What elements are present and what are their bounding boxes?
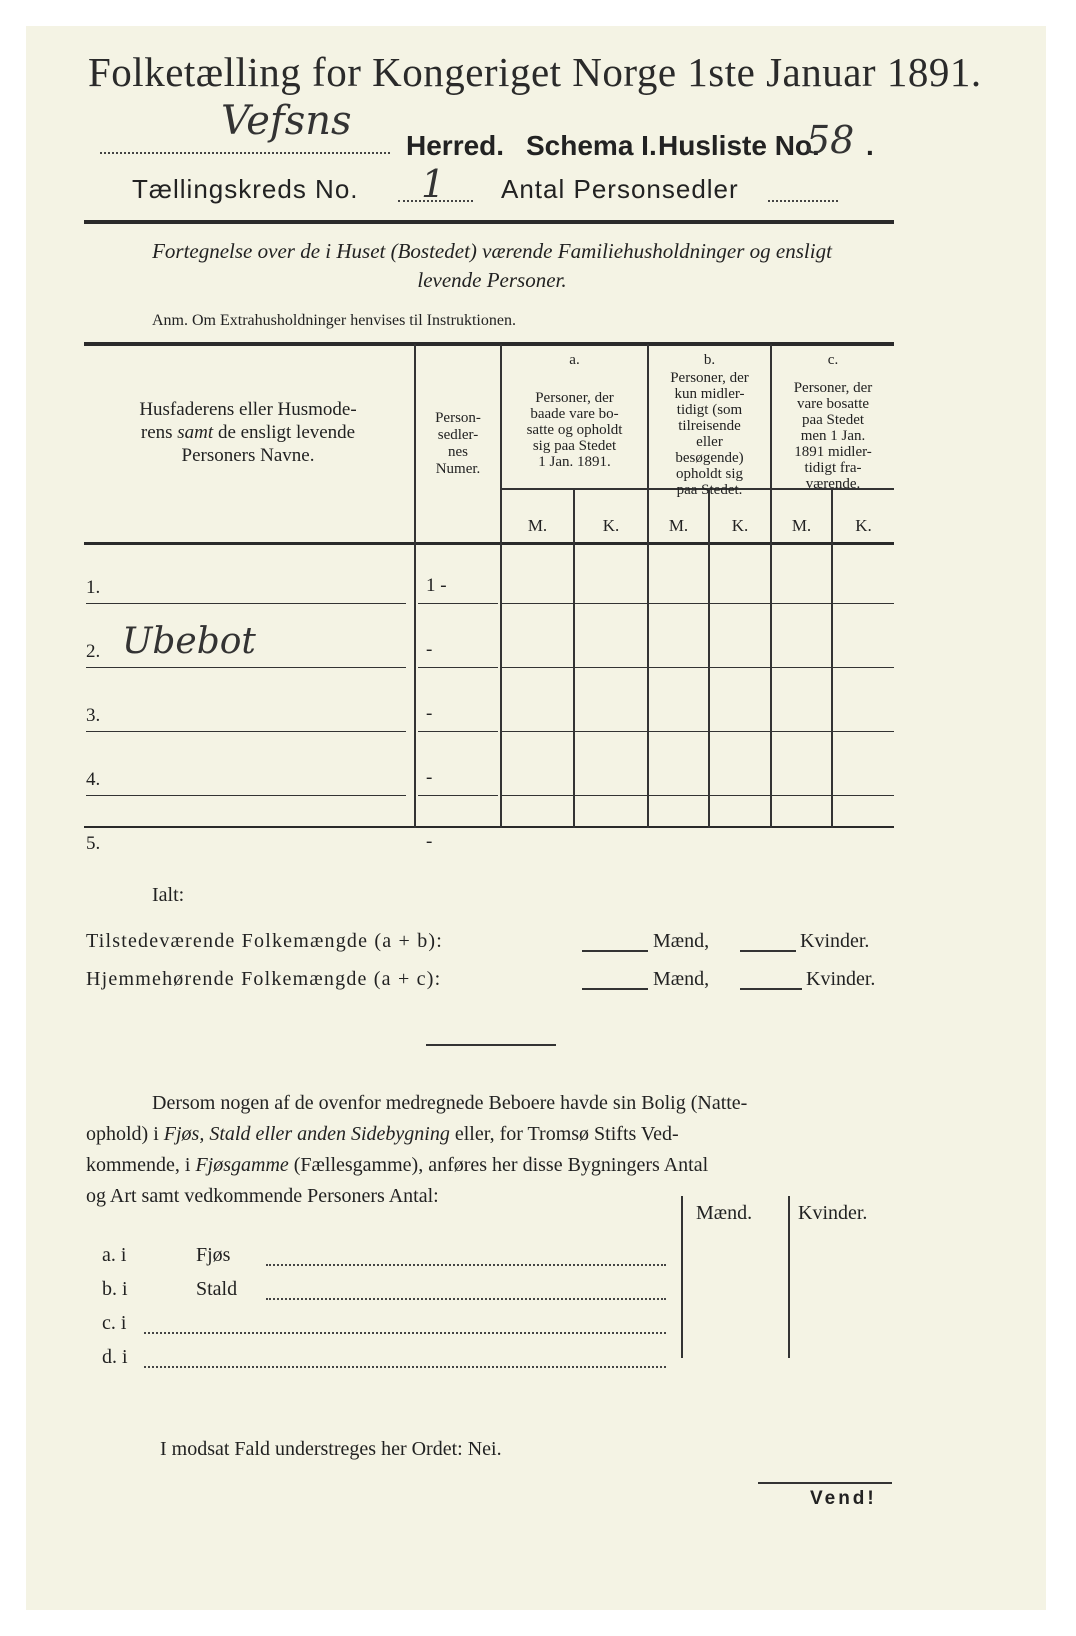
hjemme-kvinder-blank [740,988,802,990]
building-row-letter: d. i [102,1346,128,1368]
table-top-rule [84,342,894,346]
tilstede-maend-blank [582,950,648,952]
row-num-cell: - [426,831,433,852]
table-bottom-rule [84,826,894,828]
hjemme-maend-label: Mænd, [653,968,710,990]
row-rule [649,667,770,668]
col-a-header-line: baade vare bo- [530,406,619,422]
husliste-period: . [866,130,874,161]
row-rule [772,795,894,796]
antal-dotted-line [768,200,838,202]
col-name-header-line: Personers Navne. [181,445,315,466]
row-num-cell: 1 - [426,575,447,596]
herred-handwritten: Vefsns [221,98,352,144]
note-text: eller, for Tromsø Stifts Ved- [449,1123,679,1145]
note-text: (Fællesgamme), anføres her disse Bygningers Antal [288,1154,709,1176]
tilstede-maend-label: Mænd, [653,930,710,952]
col-b-header [649,370,770,498]
buildings-divider-2 [788,1196,790,1358]
col-name-header-line: rens samt de ensligt levende [140,422,356,443]
census-form-sheet [26,26,1046,1610]
antal-label: Antal Personsedler [501,174,739,204]
note-text: ophold) i [86,1123,164,1145]
col-a-m-label: M. [527,516,548,535]
col-b-header-line: tilreisende [678,418,741,434]
col-b-k-label: K. [731,516,749,535]
col-b-header-line: tidigt (som [676,402,743,418]
row-rule [772,667,894,668]
col-c-header-line: Personer, der [793,380,873,396]
col-b-header-line: opholdt sig [675,466,744,482]
row-rule [502,795,647,796]
row-num-cell: - [426,767,433,788]
row-num-cell: - [426,639,433,660]
col-c-k-label: K. [855,516,872,535]
note-line [86,1119,898,1150]
row-number: 3. [86,705,101,726]
col-num-header-line: Person- [435,410,481,426]
note-text-italic: Fjøs, Stald eller anden Sidebygning [163,1123,450,1145]
col-num-header-line: sedler- [437,427,479,443]
schema-label: Schema I. [526,130,657,161]
col-a-header-line: sig paa Stedet [532,438,617,454]
header-rule [84,220,894,224]
col-num-header-line: Numer. [435,461,481,477]
col-b-header-line: paa Stedet. [676,482,743,498]
row-number: 1. [86,577,101,598]
anm-note: Anm. Om Extrahusholdninger henvises til Instruktionen. [152,312,516,329]
row-rule [418,731,498,732]
section-divider [426,1044,556,1046]
row-number: 5. [86,833,101,854]
row-rule [418,667,498,668]
col-a-header-line: Personer, der [535,390,614,406]
note-text-italic: Fjøsgamme [195,1154,289,1176]
buildings-kvinder-header: Kvinder. [798,1202,868,1224]
row-rule [86,667,406,668]
col-c-header-line: værende. [805,476,861,492]
building-row-dotted-line [144,1366,666,1368]
husliste-handwritten: 58 [806,118,855,162]
row-rule [86,795,406,796]
row-rule [418,795,498,796]
herred-label: Herred. [406,130,505,161]
col-name-header [88,398,408,467]
row-rule [649,795,770,796]
col-a-letter: a. [569,352,580,368]
row-rule [502,731,647,732]
col-divider-c-mk [831,488,833,828]
row-rule [86,603,406,604]
col-c-header-line: paa Stedet [801,412,865,428]
col-b-header-line: besøgende) [675,450,744,466]
note-line: Dersom nogen af de ovenfor medregnede Beboere havde sin Bolig (Natte- [152,1092,748,1114]
row-name-cell: Ubebot [122,621,256,662]
col-b-header-line: kun midler- [674,386,745,402]
row-rule [502,667,647,668]
building-row-dotted-line [266,1264,666,1266]
row-rule [86,731,406,732]
row-rule [772,731,894,732]
col-c-header-line: tidigt fra- [804,460,862,476]
vend-rule [758,1482,892,1484]
col-c-header-line: men 1 Jan. [800,428,866,444]
col-a-header [502,390,647,470]
col-b-m-label: M. [668,516,689,535]
col-num-header-line: nes [448,444,468,460]
herred-dotted-line [100,152,390,154]
vend-label: Vend! [810,1488,877,1509]
tilstede-label: Tilstedeværende Folkemængde (a + b): [86,930,444,952]
hjemme-label: Hjemmehørende Folkemængde (a + c): [86,968,442,990]
row-rule [649,731,770,732]
building-row-letter: b. i [102,1278,128,1300]
col-b-header-line: eller [696,434,723,450]
building-row-letter: c. i [102,1312,127,1334]
col-c-header-line: vare bosatte [796,396,870,412]
form-title: Folketælling for Kongeriget Norge 1ste Januar 1891. [88,49,982,95]
buildings-maend-header: Mænd. [696,1202,753,1224]
buildings-divider-1 [681,1196,683,1358]
row-num-cell: - [426,703,433,724]
col-c-header [772,380,894,492]
col-num-header [416,410,500,478]
col-divider-a-mk [573,488,575,828]
note-line [86,1150,898,1181]
row-rule [772,603,894,604]
row-rule [502,603,647,604]
row-number: 2. [86,641,101,662]
hjemme-maend-blank [582,988,648,990]
note-line: og Art samt vedkommende Personers Antal: [86,1185,439,1207]
col-c-m-label: M. [791,516,812,535]
col-divider-b-mk [708,488,710,828]
table-header-bottom-rule [84,542,894,545]
tilstede-kvinder-blank [740,950,796,952]
tilstede-kvinder-label: Kvinder. [800,930,870,952]
row-rule [649,603,770,604]
building-row-label: Fjøs [196,1244,231,1266]
hjemme-kvinder-label: Kvinder. [806,968,876,990]
husliste-label: Husliste No. [658,130,820,161]
intro-line-2: levende Personer. [417,268,567,292]
col-c-header-line: 1891 midler- [794,444,872,460]
col-a-header-line: 1 Jan. 1891. [538,454,611,470]
modsat-fald-text: I modsat Fald understreges her Ordet: Nei. [160,1438,502,1460]
kreds-handwritten: 1 [421,162,446,206]
row-number: 4. [86,769,101,790]
col-b-letter: b. [703,352,716,368]
row-rule [418,603,498,604]
building-row-letter: a. i [102,1244,127,1266]
col-c-letter: c. [827,352,839,368]
building-row-dotted-line [144,1332,666,1334]
kreds-label: Tællingskreds No. [132,174,359,204]
building-row-dotted-line [266,1298,666,1300]
intro-line-1: Fortegnelse over de i Huset (Bostedet) værende Familiehusholdninger og ensligt [152,239,832,263]
sidebygning-note [86,1088,898,1212]
col-a-header-line: satte og opholdt [526,422,623,438]
col-name-header-line: Husfaderens eller Husmode- [139,399,357,420]
ialt-label: Ialt: [152,884,185,906]
note-text: kommende, i [86,1154,196,1176]
col-b-header-line: Personer, der [670,370,749,386]
building-row-label: Stald [196,1278,238,1300]
col-a-k-label: K. [602,516,620,535]
